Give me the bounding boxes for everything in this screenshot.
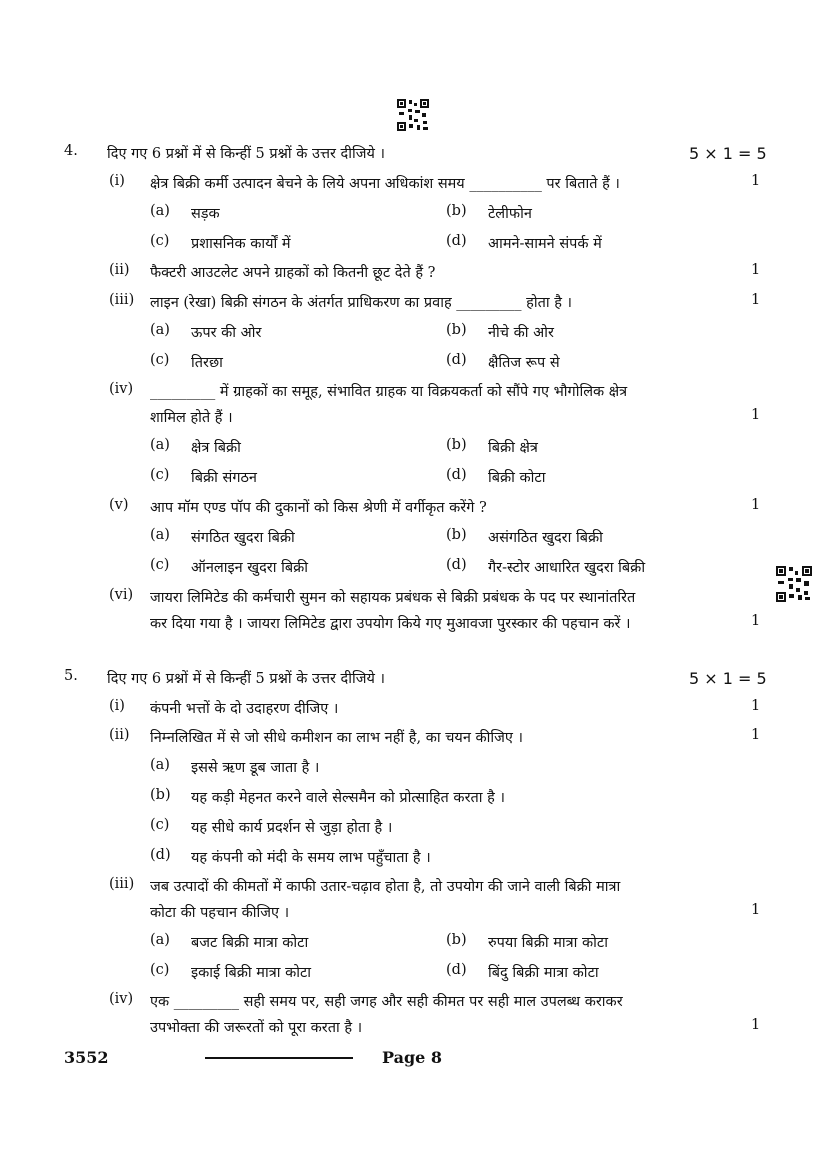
q4-vi-label: (vi) — [109, 587, 134, 603]
q5-ii-b-text: यह कड़ी मेहनत करने वाले सेल्समैन को प्रोत्साहित करता है । — [191, 790, 505, 806]
q5-iii-b-text: रुपया बिक्री मात्रा कोटा — [488, 935, 608, 951]
q4-i-text: क्षेत्र बिक्री कर्मी उत्पादन बेचने के लिये अपना अधिकांश समय __________ पर बिताते हैं । — [150, 176, 620, 192]
q4-number: 4. — [64, 143, 78, 159]
q5-iv-text-line2: उपभोक्ता की जरूरतों को पूरा करता है । — [150, 1020, 363, 1036]
q5-iii-d-label: (d) — [446, 962, 467, 978]
q5-iii-c-text: इकाई बिक्री मात्रा कोटा — [191, 965, 312, 981]
q5-ii-a-label: (a) — [150, 757, 170, 773]
q4-v-text: आप मॉम एण्ड पॉप की दुकानों को किस श्रेणी में वर्गीकृत करेंगे ? — [150, 500, 487, 516]
q4-iii-label: (iii) — [109, 292, 135, 308]
q4-v-a-label: (a) — [150, 527, 170, 543]
q4-iv-d-label: (d) — [446, 467, 467, 483]
q4-iv-a-label: (a) — [150, 437, 170, 453]
q4-iii-c-text: तिरछा — [191, 355, 223, 371]
q4-iv-b-label: (b) — [446, 437, 467, 453]
q4-v-d-text: गैर-स्टोर आधारित खुदरा बिक्री — [488, 560, 646, 576]
q4-iv-text-line2: शामिल होते हैं । — [150, 410, 233, 426]
q4-iii-c-label: (c) — [150, 352, 170, 368]
q4-v-label: (v) — [109, 497, 129, 513]
q4-v-c-label: (c) — [150, 557, 170, 573]
q5-i-label: (i) — [109, 698, 125, 714]
q5-ii-a-text: इससे ऋण डूब जाता है । — [191, 760, 320, 776]
q5-ii-text: निम्नलिखित में से जो सीधे कमीशन का लाभ नहीं है, का चयन कीजिए । — [150, 730, 524, 746]
q4-iv-a-text: क्षेत्र बिक्री — [191, 440, 241, 456]
q4-instruction: दिए गए 6 प्रश्नों में से किन्हीं 5 प्रश्नों के उत्तर दीजिये । — [107, 146, 385, 162]
q4-iii-mark: 1 — [751, 292, 761, 308]
q5-iii-text-line1: जब उत्पादों की कीमतों में काफी उतार-चढ़ाव होता है, तो उपयोग की जाने वाली बिक्री मात्रा — [150, 879, 621, 895]
q4-iii-d-label: (d) — [446, 352, 467, 368]
q4-ii-text: फैक्टरी आउटलेट अपने ग्राहकों को कितनी छूट देते हैं ? — [150, 265, 436, 281]
q4-vi-mark: 1 — [751, 613, 761, 629]
q4-vi-text-line1: जायरा लिमिटेड की कर्मचारी सुमन को सहायक प्रबंधक से बिक्री प्रबंधक के पद पर स्थानांतरित — [150, 590, 636, 606]
q4-i-label: (i) — [109, 173, 125, 189]
q5-i-mark: 1 — [751, 698, 761, 714]
q4-i-d-label: (d) — [446, 233, 467, 249]
q4-vi-text-line2: कर दिया गया है । जायरा लिमिटेड द्वारा उपयोग किये गए मुआवजा पुरस्कार की पहचान करें । — [150, 616, 631, 632]
q4-iv-label: (iv) — [109, 381, 134, 397]
q4-iv-mark: 1 — [751, 407, 761, 423]
q5-ii-c-text: यह सीधे कार्य प्रदर्शन से जुड़ा होता है । — [191, 820, 393, 836]
q4-iv-c-label: (c) — [150, 467, 170, 483]
q4-ii-mark: 1 — [751, 262, 761, 278]
q4-v-b-text: असंगठित खुदरा बिक्री — [488, 530, 603, 546]
q4-v-c-text: ऑनलाइन खुदरा बिक्री — [191, 560, 309, 576]
q5-marks: 5 × 1 = 5 — [689, 669, 767, 688]
q4-i-b-label: (b) — [446, 203, 467, 219]
q4-v-mark: 1 — [751, 497, 761, 513]
q4-iii-b-text: नीचे की ओर — [488, 325, 554, 341]
q5-i-text: कंपनी भत्तों के दो उदाहरण दीजिए । — [150, 701, 339, 717]
q4-iii-a-text: ऊपर की ओर — [191, 325, 262, 341]
q4-i-a-text: सड़क — [191, 206, 220, 222]
q4-v-b-label: (b) — [446, 527, 467, 543]
q4-iv-d-text: बिक्री कोटा — [488, 470, 546, 486]
q5-ii-label: (ii) — [109, 727, 130, 743]
q4-i-c-label: (c) — [150, 233, 170, 249]
q5-ii-c-label: (c) — [150, 817, 170, 833]
q4-iii-d-text: क्षैतिज रूप से — [488, 355, 560, 371]
footer-rule — [205, 1057, 353, 1059]
q4-marks: 5 × 1 = 5 — [689, 144, 767, 163]
q4-iii-b-label: (b) — [446, 322, 467, 338]
q5-ii-d-text: यह कंपनी को मंदी के समय लाभ पहुँचाता है । — [191, 850, 431, 866]
q4-iii-a-label: (a) — [150, 322, 170, 338]
q4-i-mark: 1 — [751, 173, 761, 189]
q5-iii-text-line2: कोटा की पहचान कीजिए । — [150, 905, 290, 921]
q4-i-a-label: (a) — [150, 203, 170, 219]
q5-iv-label: (iv) — [109, 991, 134, 1007]
q5-iii-label: (iii) — [109, 876, 135, 892]
q5-ii-b-label: (b) — [150, 787, 171, 803]
q4-iv-text-line1: _________ में ग्राहकों का समूह, संभावित ग्राहक या विक्रयकर्ता को सौंपे गए भौगोलिक क्षेत्र — [150, 384, 628, 400]
q4-i-b-text: टेलीफोन — [488, 206, 532, 222]
q5-iii-b-label: (b) — [446, 932, 467, 948]
q5-instruction: दिए गए 6 प्रश्नों में से किन्हीं 5 प्रश्नों के उत्तर दीजिये । — [107, 671, 385, 687]
q5-iii-a-text: बजट बिक्री मात्रा कोटा — [191, 935, 309, 951]
q5-ii-d-label: (d) — [150, 847, 171, 863]
q5-iii-d-text: बिंदु बिक्री मात्रा कोटा — [488, 965, 599, 981]
q4-i-d-text: आमने-सामने संपर्क में — [488, 236, 602, 252]
q5-iv-text-line1: एक _________ सही समय पर, सही जगह और सही कीमत पर सही माल उपलब्ध कराकर — [150, 994, 623, 1010]
q4-v-d-label: (d) — [446, 557, 467, 573]
q5-iii-a-label: (a) — [150, 932, 170, 948]
side-qr-code — [776, 566, 812, 602]
q4-v-a-text: संगठित खुदरा बिक्री — [191, 530, 295, 546]
q5-ii-mark: 1 — [751, 727, 761, 743]
q5-iii-c-label: (c) — [150, 962, 170, 978]
paper-code: 3552 — [64, 1048, 109, 1067]
q5-iv-mark: 1 — [751, 1017, 761, 1033]
q4-iv-b-text: बिक्री क्षेत्र — [488, 440, 538, 456]
top-qr-code — [397, 99, 429, 131]
q4-i-c-text: प्रशासनिक कार्यों में — [191, 236, 291, 252]
q4-ii-label: (ii) — [109, 262, 130, 278]
page-number: Page 8 — [382, 1048, 443, 1067]
q5-number: 5. — [64, 668, 78, 684]
q4-iv-c-text: बिक्री संगठन — [191, 470, 257, 486]
q4-iii-text: लाइन (रेखा) बिक्री संगठन के अंतर्गत प्राधिकरण का प्रवाह _________ होता है । — [150, 295, 573, 311]
q5-iii-mark: 1 — [751, 902, 761, 918]
